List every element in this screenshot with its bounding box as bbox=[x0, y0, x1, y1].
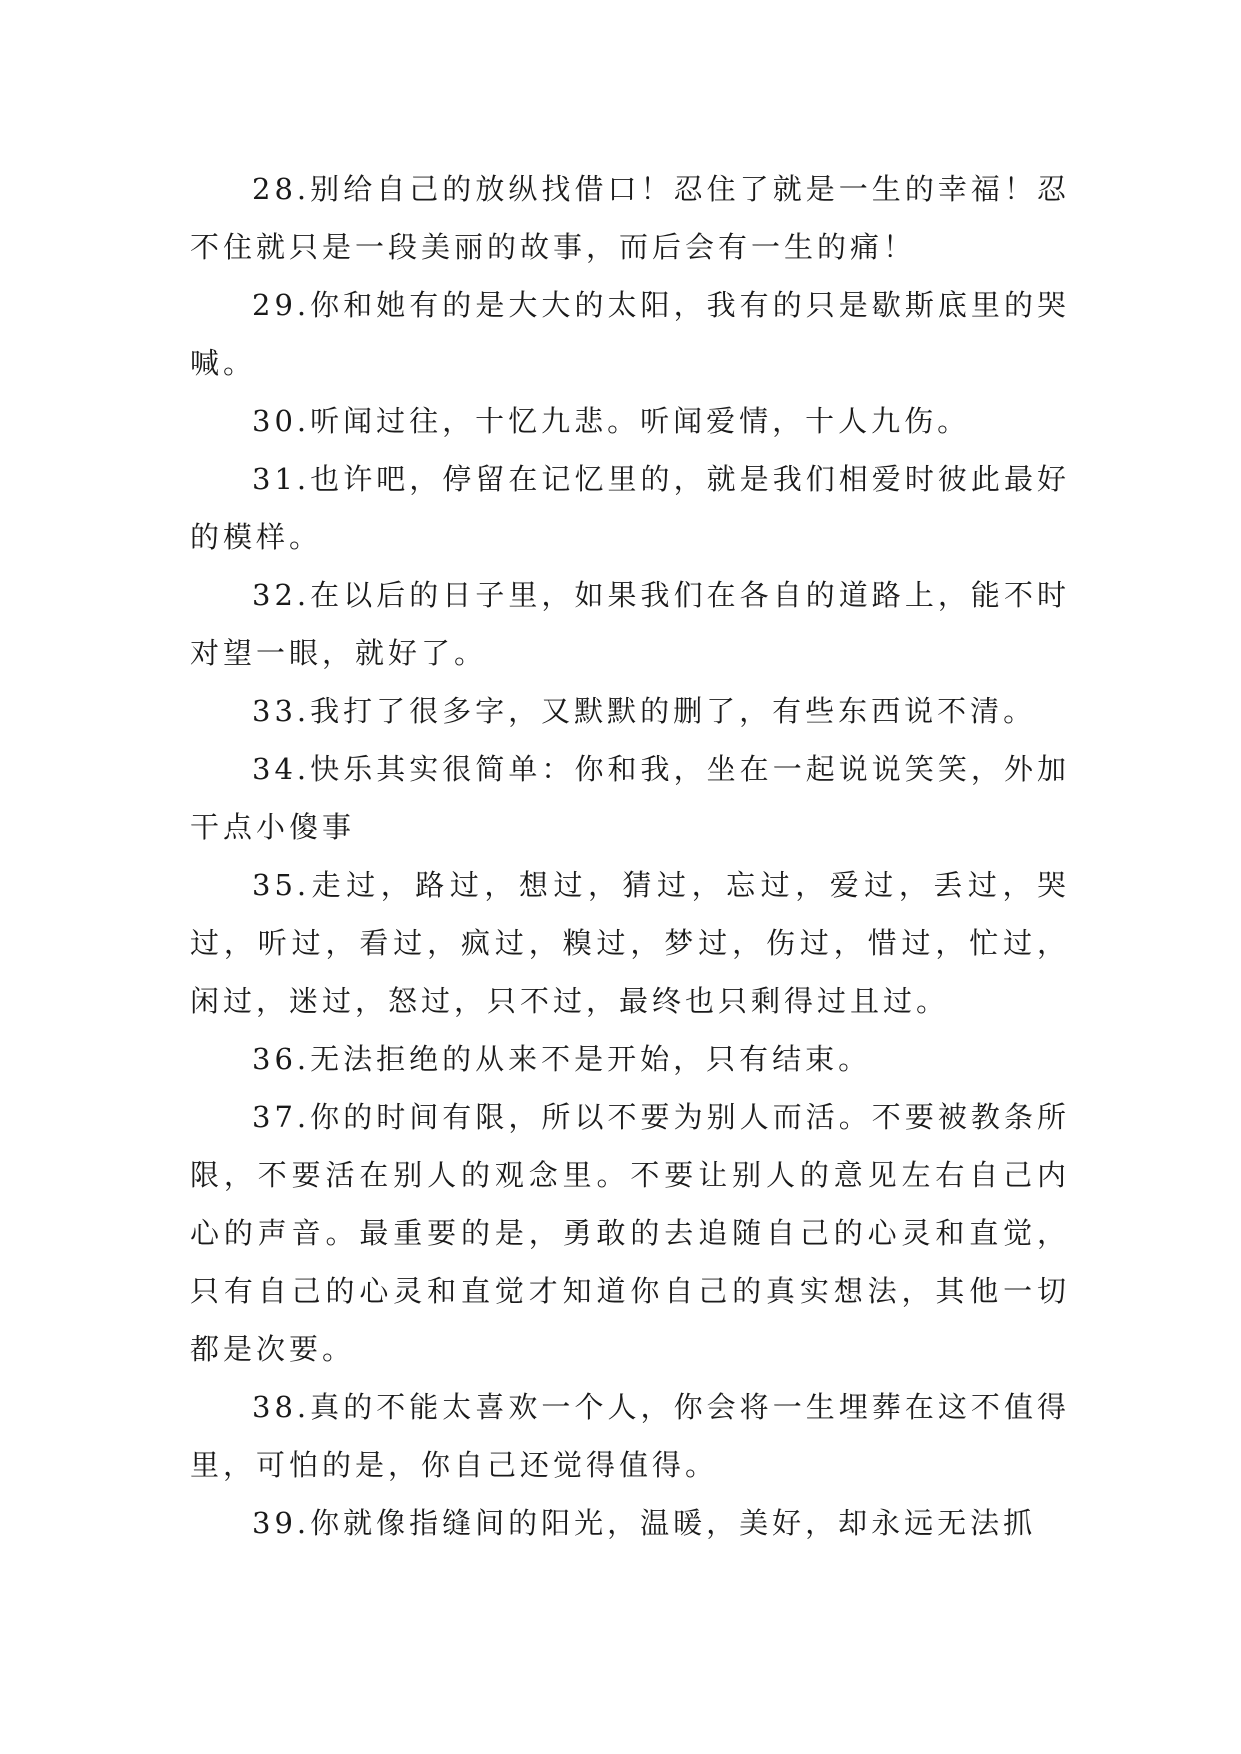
paragraph-28: 28.别给自己的放纵找借口！忍住了就是一生的幸福！忍不住就只是一段美丽的故事，而后会有一生的痛！ bbox=[190, 172, 1070, 264]
paragraph-37: 37.你的时间有限，所以不要为别人而活。不要被教条所限，不要活在别人的观念里。不要让别人的意见左右自己内心的声音。最重要的是，勇敢的去追随自己的心灵和直觉，只有自己的心灵和直觉才知道你自己的真实想法，其他一切都是次要。 bbox=[190, 1100, 1070, 1366]
paragraph-36: 36.无法拒绝的从来不是开始，只有结束。 bbox=[252, 1042, 872, 1076]
paragraph-29: 29.你和她有的是大大的太阳，我有的只是歇斯底里的哭喊。 bbox=[190, 288, 1070, 380]
paragraph-31: 31.也许吧，停留在记忆里的，就是我们相爱时彼此最好的模样。 bbox=[190, 462, 1070, 554]
paragraph-34: 34.快乐其实很简单：你和我，坐在一起说说笑笑，外加干点小傻事 bbox=[190, 752, 1070, 844]
paragraph-35: 35.走过，路过，想过，猜过，忘过，爱过，丢过，哭过，听过，看过，疯过，糗过，梦过，伤过，惜过，忙过，闲过，迷过，怒过，只不过，最终也只剩得过且过。 bbox=[190, 868, 1070, 1018]
paragraph-30: 30.听闻过往，十忆九悲。听闻爱情，十人九伤。 bbox=[252, 404, 971, 438]
paragraph-38: 38.真的不能太喜欢一个人，你会将一生埋葬在这不值得里，可怕的是，你自己还觉得值得。 bbox=[190, 1390, 1070, 1482]
paragraph-39: 39.你就像指缝间的阳光，温暖，美好，却永远无法抓 bbox=[252, 1506, 1037, 1540]
document-body bbox=[190, 160, 1070, 1552]
paragraph-33: 33.我打了很多字，又默默的删了，有些东西说不清。 bbox=[252, 694, 1037, 728]
paragraph-32: 32.在以后的日子里，如果我们在各自的道路上，能不时对望一眼，就好了。 bbox=[190, 578, 1070, 670]
